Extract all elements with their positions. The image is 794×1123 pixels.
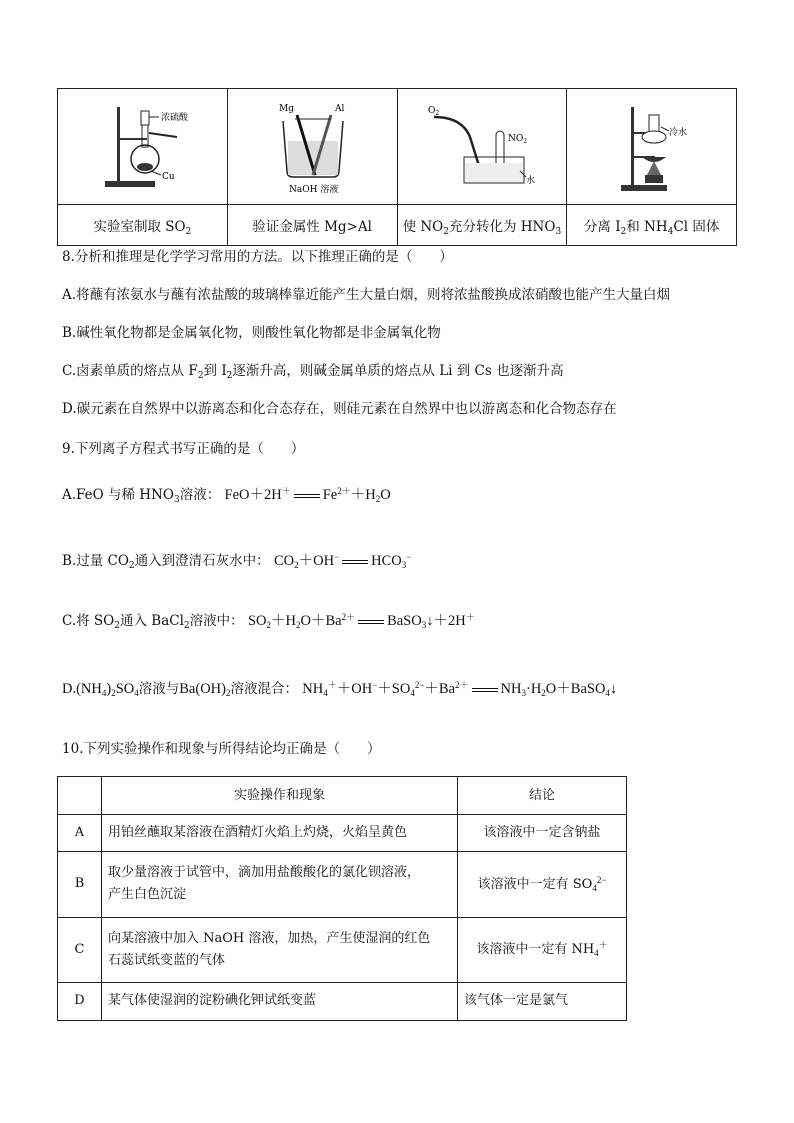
q10-table: [57, 776, 627, 1021]
q8-stem: 8.分析和推理是化学学习常用的方法。以下推理正确的是（ ）: [62, 249, 453, 265]
table-header-row: [58, 777, 627, 815]
option-d-label: D: [58, 982, 102, 1020]
q8-option-c: C.卤素单质的熔点从 $F_2$到 $I_2$逐渐升高，则碱金属单质的熔点从 Li 到 Cs 也逐渐升高: [62, 363, 564, 381]
label-cold-water: 冷水: [668, 127, 687, 138]
caption-iodine: 分离 $I_2$和 $NH_4Cl$ 固体: [567, 205, 737, 246]
q9-c-equation: $SO_2+H_2O+Ba^{2+}$ BaSO$_3$↓＋2H＋: [247, 612, 475, 630]
label-al: Al: [335, 103, 345, 114]
header-conclusion: 结论: [458, 777, 627, 815]
caption-so2: 实验室制取 $SO_2$: [58, 205, 228, 246]
option-b-conclusion: 该溶液中一定有 $SO_4^{2-}$: [458, 851, 627, 918]
label-conc-h2so4: 浓硫酸: [161, 112, 189, 123]
iodine-apparatus-figure: [597, 97, 707, 197]
mg-al-apparatus-figure: [257, 97, 367, 197]
q9-option-d: $D.(NH_4)_2SO_4$溶液与$Ba(OH)_2$溶液混合： $NH_4^++OH^-+SO_4^{2-}+Ba^{2+}$ $NH_3\cdot H_2O+BaSO_4↓$: [62, 680, 618, 698]
no2-apparatus-figure: [422, 97, 542, 197]
label-no2: $NO_2$: [507, 133, 527, 145]
caption-no2: 使 $NO_2$充分转化为 $HNO_3$: [397, 205, 567, 246]
label-cu: Cu: [162, 171, 176, 182]
label-o2: $O_2$: [427, 105, 440, 117]
q9-d-equation: $NH_4^++OH^-+SO_4^{2-}+Ba^{2+}$ $NH_3\cdot H_2O+BaSO_4↓$: [302, 680, 618, 698]
table-row: [58, 982, 627, 1020]
option-c-label: C: [58, 918, 102, 983]
table-row: [58, 918, 627, 983]
option-a-operation: 用铂丝蘸取某溶液在酒精灯火焰上灼烧，火焰呈黄色: [102, 815, 458, 851]
option-d-operation: 某气体使湿润的淀粉碘化钾试纸变蓝: [102, 982, 458, 1020]
apparatus-cell-no2: [397, 89, 567, 205]
apparatus-cell-so2: [58, 89, 228, 205]
option-d-conclusion: 该气体一定是氯气: [458, 982, 627, 1020]
option-a-label: A: [58, 815, 102, 851]
option-c-operation: 向某溶液中加入 NaOH 溶液，加热，产生使湿润的红色 石蕊试纸变蓝的气体: [102, 918, 458, 983]
q9-b-equation: $CO_2+OH^-$ $HCO_3^-$: [273, 552, 412, 570]
table-row: [58, 815, 627, 851]
option-b-operation: 取少量溶液于试管中，滴加用盐酸酸化的氯化钡溶液， 产生白色沉淀: [102, 851, 458, 918]
apparatus-cell-iodine: [567, 89, 737, 205]
q9-a-equation: FeO＋2H＋ $Fe^{2+}+H_2O$: [224, 486, 391, 504]
label-mg: Mg: [279, 103, 295, 114]
q9-option-b: B.过量 $CO_2$通入到澄清石灰水中： $CO_2+OH^-$ $HCO_3^-$: [62, 552, 412, 571]
q9-option-c: C.将 $SO_2$通入 BaCl$_2$溶液中： $SO_2+H_2O+Ba^{2+}$ BaSO$_3$↓＋2H＋: [62, 612, 475, 631]
header-operation: 实验操作和现象: [102, 777, 458, 815]
q9-option-a: A.FeO 与稀 $HNO_3$溶液： FeO＋2H＋ $Fe^{2+}+H_2O$: [62, 486, 391, 505]
q8-option-b: B.碱性氧化物都是金属氧化物，则酸性氧化物都是非金属氧化物: [62, 325, 441, 341]
label-naoh: NaOH 溶液: [289, 184, 339, 195]
apparatus-table: [57, 88, 737, 246]
so2-apparatus-figure: [87, 97, 197, 197]
option-a-conclusion: 该溶液中一定含钠盐: [458, 815, 627, 851]
caption-mg-al: 验证金属性 Mg>Al: [227, 205, 397, 246]
q9-stem: 9.下列离子方程式书写正确的是（ ）: [62, 441, 305, 457]
q8-option-d: D.碳元素在自然界中以游离态和化合态存在，则硅元素在自然界中也以游离态和化合物态存在: [62, 401, 617, 417]
table-row: [58, 851, 627, 918]
q10-stem: 10.下列实验操作和现象与所得结论均正确是（ ）: [62, 741, 381, 757]
header-option: [58, 777, 102, 815]
q8-option-a: A.将蘸有浓氨水与蘸有浓盐酸的玻璃棒靠近能产生大量白烟，则将浓盐酸换成浓硝酸也能产生大量白烟: [62, 287, 671, 303]
label-water: 水: [525, 175, 535, 186]
apparatus-cell-mg-al: [227, 89, 397, 205]
option-c-conclusion: 该溶液中一定有 $NH_4^+$: [458, 918, 627, 983]
option-b-label: B: [58, 851, 102, 918]
